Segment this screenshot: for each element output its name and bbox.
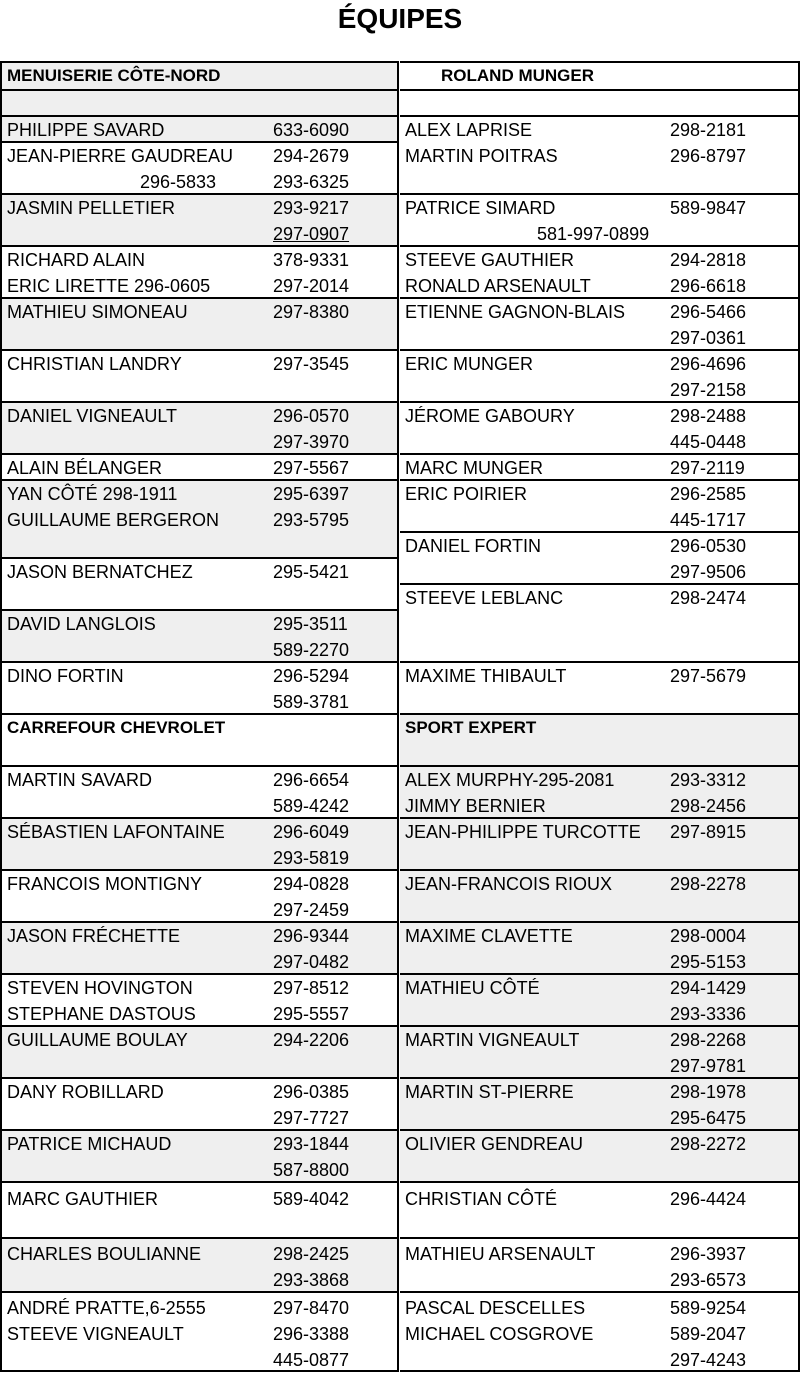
table-cell xyxy=(0,141,399,193)
table-cell xyxy=(400,765,800,817)
table-cell xyxy=(400,1181,800,1237)
table-cell xyxy=(400,297,800,349)
table-cell xyxy=(0,765,399,817)
phone-number: 297-3545 xyxy=(273,354,350,374)
phone-number: 293-6325 xyxy=(273,172,350,192)
player-name: ERIC LIRETTE 296-0605 xyxy=(7,276,211,296)
phone-number: 296-4424 xyxy=(670,1189,747,1209)
phone-number: 296-5833 xyxy=(140,172,217,192)
phone-number: 295-3511 xyxy=(273,614,348,634)
table-cell xyxy=(0,401,399,453)
phone-number: 295-5557 xyxy=(273,1004,350,1024)
player-name: PATRICE SIMARD xyxy=(405,198,556,218)
phone-number: 298-2272 xyxy=(670,1134,747,1154)
phone-number: 295-6475 xyxy=(670,1108,747,1128)
phone-number: 296-6654 xyxy=(273,770,350,790)
player-name: GUILLAUME BOULAY xyxy=(7,1030,188,1050)
phone-number: 294-0828 xyxy=(273,874,350,894)
table-cell xyxy=(0,1181,399,1237)
phone-number: 296-2585 xyxy=(670,484,747,504)
table-cell xyxy=(400,583,800,661)
player-name: STEEVE VIGNEAULT xyxy=(7,1324,184,1344)
player-name: MARTIN POITRAS xyxy=(405,146,558,166)
table-cell xyxy=(0,1025,399,1077)
player-name: CHRISTIAN LANDRY xyxy=(7,354,182,374)
table-cell xyxy=(400,115,800,193)
team-name: ROLAND MUNGER xyxy=(441,66,594,85)
player-name: RONALD ARSENAULT xyxy=(405,276,591,296)
phone-number: 589-3781 xyxy=(273,692,350,712)
phone-number: 296-5466 xyxy=(670,302,747,322)
player-name: JASMIN PELLETIER xyxy=(7,198,176,218)
player-name: MARC MUNGER xyxy=(405,458,543,478)
player-name: JÉROME GABOURY xyxy=(405,406,575,426)
table-cell xyxy=(400,531,800,583)
phone-number: 297-7727 xyxy=(273,1108,350,1128)
phone-number: 298-2278 xyxy=(670,874,747,894)
table-cell xyxy=(0,869,399,921)
table-cell xyxy=(400,193,800,245)
table-cell xyxy=(0,1237,399,1291)
phone-number: 297-5679 xyxy=(670,666,747,686)
table-cell xyxy=(400,1025,800,1077)
player-name: MICHAEL COSGROVE xyxy=(405,1324,594,1344)
table-cell xyxy=(400,1291,800,1372)
player-name: FRANCOIS MONTIGNY xyxy=(7,874,203,894)
phone-number: 295-5153 xyxy=(670,952,747,972)
player-name: GUILLAUME BERGERON xyxy=(7,510,220,530)
phone-number: 296-6618 xyxy=(670,276,747,296)
phone-number: 298-2488 xyxy=(670,406,747,426)
player-name: MATHIEU CÔTÉ xyxy=(405,978,540,998)
table-cell xyxy=(400,453,800,479)
table-cell xyxy=(400,973,800,1025)
team-name: CARREFOUR CHEVROLET xyxy=(7,718,226,737)
phone-number: 296-5294 xyxy=(273,666,350,686)
phone-number: 293-3312 xyxy=(670,770,747,790)
table-cell xyxy=(0,713,399,765)
table-cell xyxy=(0,453,399,479)
player-name: MAXIME CLAVETTE xyxy=(405,926,573,946)
phone-number: 587-8800 xyxy=(273,1160,350,1180)
table-cell xyxy=(400,869,800,921)
phone-number: 297-4243 xyxy=(670,1350,747,1370)
player-name: OLIVIER GENDREAU xyxy=(405,1134,584,1154)
table-cell xyxy=(0,349,399,401)
player-name: JEAN-FRANCOIS RIOUX xyxy=(405,874,613,894)
phone-number: 297-0361 xyxy=(670,328,747,348)
player-name: ERIC MUNGER xyxy=(405,354,534,374)
player-name: DAVID LANGLOIS xyxy=(7,614,156,634)
phone-number: 294-2679 xyxy=(273,146,350,166)
player-name: CHARLES BOULIANNE xyxy=(7,1244,202,1264)
table-cell xyxy=(0,817,399,869)
phone-number: 293-5819 xyxy=(273,848,350,868)
phone-number: 294-2818 xyxy=(670,250,747,270)
phone-number: 295-5421 xyxy=(273,562,350,582)
page-title: ÉQUIPES xyxy=(337,3,463,34)
phone-number: 297-8512 xyxy=(273,978,350,998)
phone-number: 633-6090 xyxy=(273,120,350,140)
table-cell xyxy=(0,297,399,349)
phone-number: 293-9217 xyxy=(273,198,350,218)
table-cell xyxy=(0,115,399,141)
player-name: MARTIN SAVARD xyxy=(7,770,153,790)
player-name: RICHARD ALAIN xyxy=(7,250,146,270)
player-name: PASCAL DESCELLES xyxy=(405,1298,586,1318)
player-name: STEPHANE DASTOUS xyxy=(7,1004,196,1024)
player-name: SÉBASTIEN LAFONTAINE xyxy=(7,822,225,842)
phone-number: 296-3937 xyxy=(670,1244,747,1264)
phone-number: 296-4696 xyxy=(670,354,747,374)
phone-number: 297-0907 xyxy=(273,224,350,244)
phone-number: 297-0482 xyxy=(273,952,350,972)
table-cell xyxy=(0,973,399,1025)
phone-number: 297-9506 xyxy=(670,562,747,582)
table-cell xyxy=(400,1077,800,1129)
player-name: MATHIEU ARSENAULT xyxy=(405,1244,596,1264)
player-name: MARC GAUTHIER xyxy=(7,1189,159,1209)
player-name: DINO FORTIN xyxy=(7,666,124,686)
player-name: DANIEL VIGNEAULT xyxy=(7,406,178,426)
player-name: MATHIEU SIMONEAU xyxy=(7,302,188,322)
phone-number: 589-2047 xyxy=(670,1324,747,1344)
player-name: JEAN-PIERRE GAUDREAU xyxy=(7,146,234,166)
phone-number: 298-2474 xyxy=(670,588,747,608)
player-name: PATRICE MICHAUD xyxy=(7,1134,172,1154)
table-cell xyxy=(0,245,399,297)
player-name: ALAIN BÉLANGER xyxy=(7,458,163,478)
phone-number: 298-2456 xyxy=(670,796,747,816)
table-cell xyxy=(400,349,800,401)
player-name: DANIEL FORTIN xyxy=(405,536,542,556)
table-cell xyxy=(0,921,399,973)
table-cell xyxy=(0,89,399,115)
phone-number: 293-3336 xyxy=(670,1004,747,1024)
phone-number: 297-2119 xyxy=(670,458,745,478)
phone-number: 445-0877 xyxy=(273,1350,350,1370)
table-cell xyxy=(0,61,399,89)
phone-number: 298-0004 xyxy=(670,926,747,946)
phone-number: 297-2158 xyxy=(670,380,747,400)
phone-number: 297-2459 xyxy=(273,900,350,920)
phone-number: 293-3868 xyxy=(273,1270,350,1290)
phone-number: 297-8380 xyxy=(273,302,350,322)
phone-number: 296-0530 xyxy=(670,536,747,556)
table-cell xyxy=(400,1237,800,1291)
phone-number: 298-1978 xyxy=(670,1082,747,1102)
phone-number: 589-4042 xyxy=(273,1189,350,1209)
table-cell xyxy=(400,89,800,115)
table-cell xyxy=(0,1129,399,1181)
table-cell xyxy=(400,401,800,453)
phone-number: 297-9781 xyxy=(670,1056,747,1076)
phone-number: 296-6049 xyxy=(273,822,350,842)
table-cell xyxy=(0,609,399,661)
phone-number: 298-2268 xyxy=(670,1030,747,1050)
player-name: JASON FRÉCHETTE xyxy=(7,926,181,946)
phone-number: 296-0385 xyxy=(273,1082,350,1102)
phone-number: 297-5567 xyxy=(273,458,350,478)
player-name: ETIENNE GAGNON-BLAIS xyxy=(405,302,626,322)
player-name: STEVEN HOVINGTON xyxy=(7,978,193,998)
table-cell xyxy=(0,1077,399,1129)
team-name: SPORT EXPERT xyxy=(405,718,537,737)
table-cell xyxy=(0,479,399,557)
phone-number: 298-2425 xyxy=(273,1244,350,1264)
team-name: MENUISERIE CÔTE-NORD xyxy=(7,66,221,85)
phone-number: 445-0448 xyxy=(670,432,747,452)
phone-number: 294-2206 xyxy=(273,1030,350,1050)
phone-number: 445-1717 xyxy=(670,510,747,530)
table-cell xyxy=(400,661,800,713)
phone-number: 589-2270 xyxy=(273,640,350,660)
phone-number: 297-8470 xyxy=(273,1298,350,1318)
player-name: ERIC POIRIER xyxy=(405,484,528,504)
table-cell xyxy=(400,817,800,869)
phone-number: 589-9847 xyxy=(670,198,747,218)
player-name: STEEVE GAUTHIER xyxy=(405,250,575,270)
phone-number: 297-3970 xyxy=(273,432,350,452)
phone-number: 378-9331 xyxy=(273,250,350,270)
table-cell xyxy=(0,193,399,245)
phone-number: 581-997-0899 xyxy=(537,224,650,244)
phone-number: 297-2014 xyxy=(273,276,350,296)
player-name: ALEX MURPHY-295-2081 xyxy=(405,770,615,790)
player-name: JASON BERNATCHEZ xyxy=(7,562,193,582)
phone-number: 295-6397 xyxy=(273,484,350,504)
table-cell xyxy=(400,61,800,89)
table-cell xyxy=(0,1291,399,1372)
phone-number: 293-1844 xyxy=(273,1134,350,1154)
table-cell xyxy=(400,479,800,531)
player-name: MARTIN VIGNEAULT xyxy=(405,1030,580,1050)
player-name: DANY ROBILLARD xyxy=(7,1082,164,1102)
phone-number: 296-8797 xyxy=(670,146,747,166)
phone-number: 296-0570 xyxy=(273,406,350,426)
player-name: PHILIPPE SAVARD xyxy=(7,120,165,140)
player-name: CHRISTIAN CÔTÉ xyxy=(405,1189,558,1209)
table-cell xyxy=(400,1129,800,1181)
player-name: ANDRÉ PRATTE,6-2555 xyxy=(7,1298,206,1318)
player-name: MAXIME THIBAULT xyxy=(405,666,567,686)
player-name: STEEVE LEBLANC xyxy=(405,588,564,608)
phone-number: 293-5795 xyxy=(273,510,350,530)
player-name: JEAN-PHILIPPE TURCOTTE xyxy=(405,822,641,842)
phone-number: 293-6573 xyxy=(670,1270,747,1290)
table-cell xyxy=(400,921,800,973)
table-cell xyxy=(0,661,399,713)
player-name: MARTIN ST-PIERRE xyxy=(405,1082,574,1102)
phone-number: 294-1429 xyxy=(670,978,747,998)
player-name: ALEX LAPRISE xyxy=(405,120,533,140)
phone-number: 589-4242 xyxy=(273,796,350,816)
phone-number: 589-9254 xyxy=(670,1298,747,1318)
table-cell xyxy=(0,557,399,609)
player-name: JIMMY BERNIER xyxy=(405,796,546,816)
phone-number: 298-2181 xyxy=(670,120,747,140)
table-cell xyxy=(400,245,800,297)
phone-number: 297-8915 xyxy=(670,822,747,842)
table-cell xyxy=(400,713,800,765)
phone-number: 296-3388 xyxy=(273,1324,350,1344)
player-name: YAN CÔTÉ 298-1911 xyxy=(7,484,178,504)
phone-number: 296-9344 xyxy=(273,926,350,946)
